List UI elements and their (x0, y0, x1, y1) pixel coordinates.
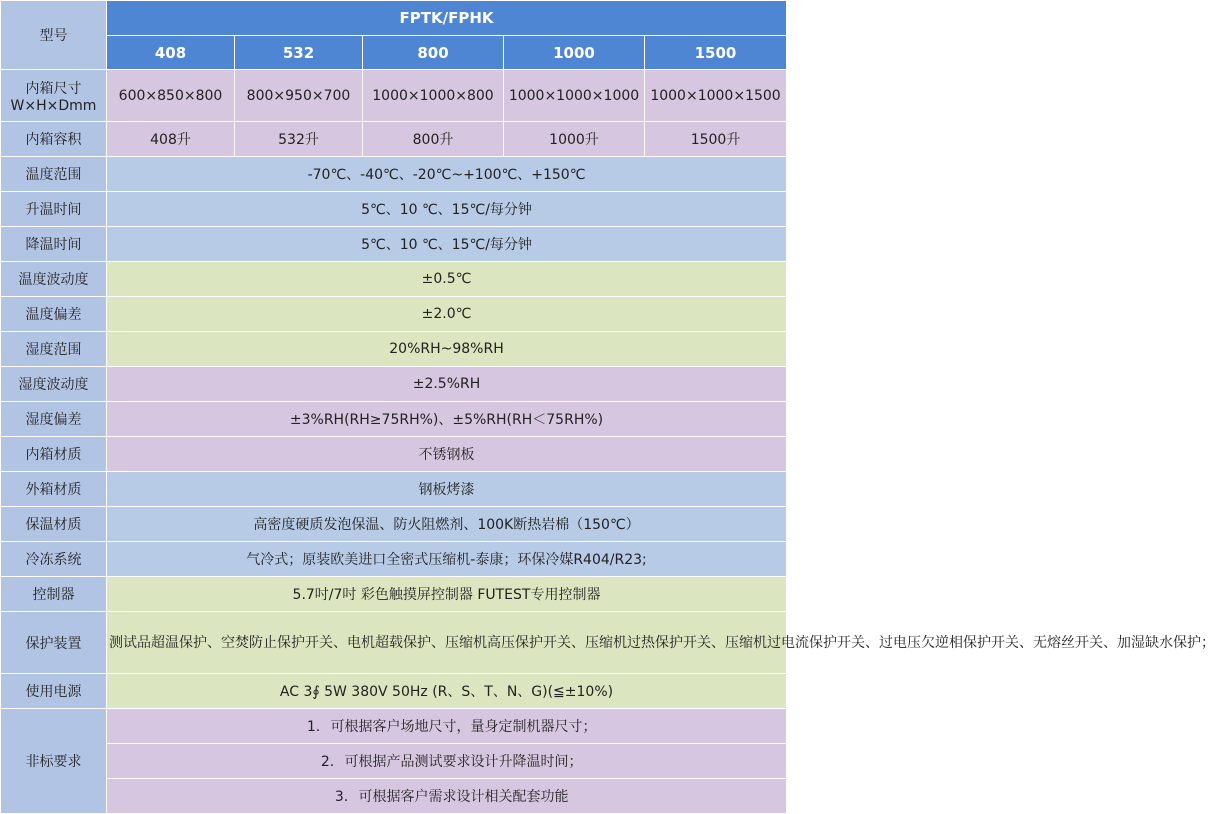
custom-item-1 (107, 709, 787, 744)
row-temp-fluct (1, 262, 787, 297)
row-heat-time (1, 192, 787, 227)
outer-material-label: 外箱材质 (1, 472, 107, 507)
row-insulation (1, 507, 787, 542)
hum-dev-label: 湿度偏差 (1, 402, 107, 437)
row-refrigeration (1, 542, 787, 577)
custom-item-number: 2. (320, 754, 335, 770)
custom-item-text: 可根据客户场地尺寸，量身定制机器尺寸； (330, 719, 597, 735)
row-hum-fluct (1, 367, 787, 402)
row-controller (1, 577, 787, 612)
cool-time-label: 降温时间 (1, 227, 107, 262)
row-custom-2 (1, 744, 787, 779)
model-1500: 1500 (645, 36, 787, 70)
controller-label: 控制器 (1, 577, 107, 612)
custom-item-3 (107, 779, 787, 814)
model-label: 型号 (1, 1, 107, 70)
dims-label-line1: 内箱尺寸 (25, 80, 82, 97)
power-value: AC 3∮ 5W 380V 50Hz (R、S、T、N、G)(≦±10%) (107, 674, 787, 709)
row-protection (1, 612, 787, 674)
temp-fluct-label: 温度波动度 (1, 262, 107, 297)
model-800: 800 (363, 36, 504, 70)
power-label: 使用电源 (1, 674, 107, 709)
row-outer-material (1, 472, 787, 507)
row-hum-range (1, 332, 787, 367)
model-1000: 1000 (504, 36, 645, 70)
dims-value-1000: 1000×1000×1000 (504, 70, 645, 122)
heat-time-label: 升温时间 (1, 192, 107, 227)
series-title: FPTK/FPHK (107, 1, 787, 36)
volume-label: 内箱容积 (1, 122, 107, 157)
protection-value: 测试品超温保护、空焚防止保护开关、电机超载保护、压缩机高压保护开关、压缩机过热保护开关、压缩机过电流保护开关、过电压欠逆相保护开关、无熔丝开关、加湿缺水保护； (107, 612, 787, 674)
dims-label-line2: W×H×Dmm (10, 97, 97, 114)
row-volume (1, 122, 787, 157)
protection-label: 保护装置 (1, 612, 107, 674)
volume-value-1500: 1500升 (645, 122, 787, 157)
row-custom-3 (1, 779, 787, 814)
custom-item-text: 可根据客户需求设计相关配套功能 (358, 789, 569, 805)
row-hum-dev (1, 402, 787, 437)
hum-fluct-label: 湿度波动度 (1, 367, 107, 402)
heat-time-value: 5℃、10 ℃、15℃/每分钟 (107, 192, 787, 227)
dims-value-1500: 1000×1000×1500 (645, 70, 787, 122)
volume-value-408: 408升 (107, 122, 235, 157)
dims-value-532: 800×950×700 (235, 70, 363, 122)
temp-dev-value: ±2.0℃ (107, 297, 787, 332)
row-custom-1 (1, 709, 787, 744)
row-power (1, 674, 787, 709)
refrigeration-label: 冷冻系统 (1, 542, 107, 577)
controller-value: 5.7吋/7吋 彩色触摸屏控制器 FUTEST专用控制器 (107, 577, 787, 612)
temp-range-value: -70℃、-40℃、-20℃~+100℃、+150℃ (107, 157, 787, 192)
model-408: 408 (107, 36, 235, 70)
inner-material-value: 不锈钢板 (107, 437, 787, 472)
volume-value-532: 532升 (235, 122, 363, 157)
custom-item-number: 3. (334, 789, 349, 805)
custom-item-number: 1. (306, 719, 321, 735)
temp-dev-label: 温度偏差 (1, 297, 107, 332)
hum-range-label: 湿度范围 (1, 332, 107, 367)
inner-material-label: 内箱材质 (1, 437, 107, 472)
volume-value-800: 800升 (363, 122, 504, 157)
custom-item-text: 可根据产品测试要求设计升降温时间； (344, 754, 583, 770)
hum-range-value: 20%RH~98%RH (107, 332, 787, 367)
dims-label (1, 70, 107, 122)
custom-item-2 (107, 744, 787, 779)
row-inner-material (1, 437, 787, 472)
temp-fluct-value: ±0.5℃ (107, 262, 787, 297)
temp-range-label: 温度范围 (1, 157, 107, 192)
row-dimensions (1, 70, 787, 122)
hum-dev-value: ±3%RH(RH≥75RH%)、±5%RH(RH＜75RH%) (107, 402, 787, 437)
dims-value-800: 1000×1000×800 (363, 70, 504, 122)
row-temp-dev (1, 297, 787, 332)
custom-label: 非标要求 (1, 709, 107, 814)
hum-fluct-value: ±2.5%RH (107, 367, 787, 402)
outer-material-value: 钢板烤漆 (107, 472, 787, 507)
volume-value-1000: 1000升 (504, 122, 645, 157)
dims-value-408: 600×850×800 (107, 70, 235, 122)
row-temp-range (1, 157, 787, 192)
cool-time-value: 5℃、10 ℃、15℃/每分钟 (107, 227, 787, 262)
row-cool-time (1, 227, 787, 262)
refrigeration-value: 气冷式；原装欧美进口全密式压缩机-泰康；环保冷媒R404/R23; (107, 542, 787, 577)
insulation-label: 保温材质 (1, 507, 107, 542)
insulation-value: 高密度硬质发泡保温、防火阻燃剂、100K断热岩棉（150℃） (107, 507, 787, 542)
model-532: 532 (235, 36, 363, 70)
